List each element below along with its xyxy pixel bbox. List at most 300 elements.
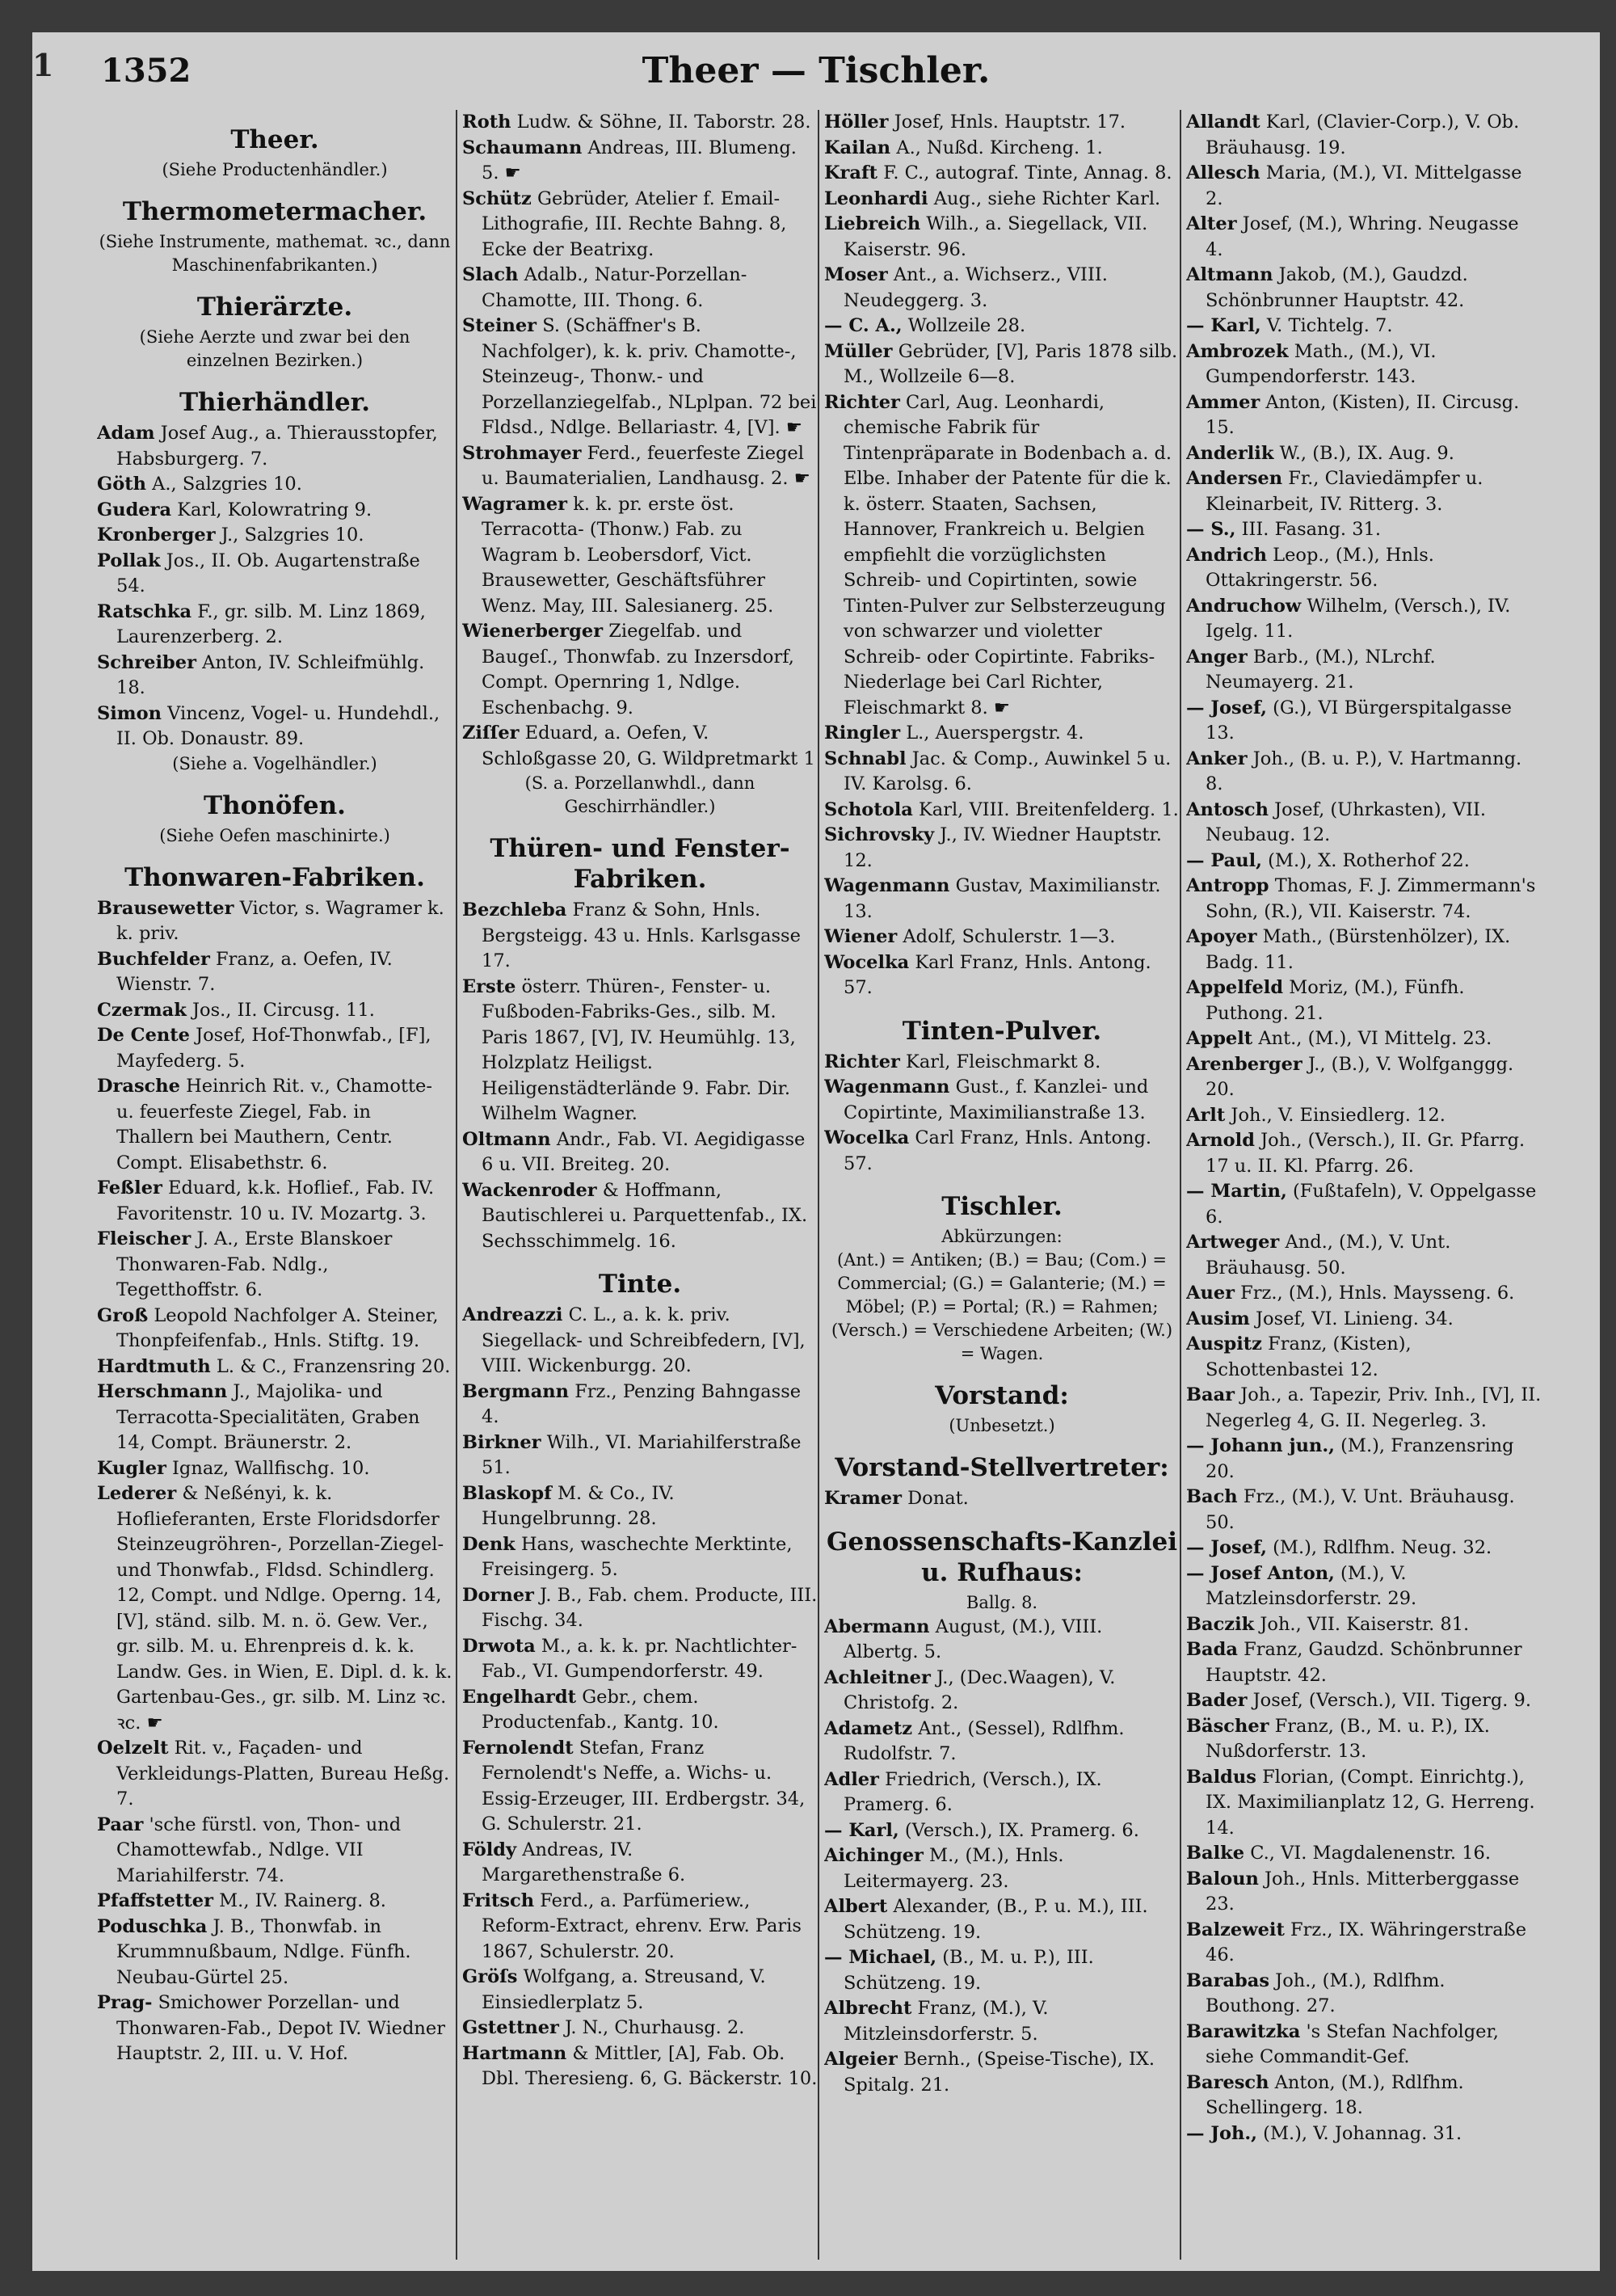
entry-details: J., Salzgries 10.: [221, 524, 364, 546]
entry-details: Josef, VI. Linieng. 34.: [1256, 1308, 1454, 1329]
directory-entry: [462, 1634, 818, 1685]
directory-entry: [97, 1736, 452, 1813]
directory-entry: [97, 1023, 452, 1074]
entry-details: Franz & Sohn, Hnls. Bergsteigg. 43 u. Hnls. Karlsgasse 17.: [482, 899, 801, 971]
directory-entry: [1186, 1867, 1542, 1918]
entry-details: Frz., IX. Währingerstraße 46.: [1206, 1919, 1527, 1965]
directory-entry: [824, 1843, 1180, 1894]
directory-entry: [1186, 1103, 1542, 1129]
entry-name: Kronberger: [97, 524, 216, 546]
directory-entry: [462, 1838, 818, 1889]
directory-entry: [462, 2041, 818, 2092]
directory-entry: [462, 1178, 818, 1255]
entry-name: — Paul,: [1186, 849, 1262, 871]
entry-details: Ant., (M.), VI Mittelg. 23.: [1258, 1028, 1492, 1049]
entry-details: And., (M.), V. Unt. Bräuhausg. 50.: [1206, 1232, 1451, 1279]
entry-details: österr. Thüren-, Fenster- u. Fußboden-Fabriks-Ges., silb. M. Paris 1867, [V], IV. Heumühlg. 13, Holzplatz Heiligst. Heiligenstädterlände 9. Fabr. Dir. Wilhelm Wagner.: [482, 975, 796, 1124]
directory-entry: [97, 1227, 452, 1304]
directory-entry: [1186, 798, 1542, 849]
directory-entry: [462, 1583, 818, 1634]
directory-entry: [824, 1486, 1180, 1512]
entry-details: Florian, (Compt. Einrichtg.), IX. Maximilianplatz 12, G. Herreng. 14.: [1206, 1766, 1535, 1839]
entry-name: Baloun: [1186, 1868, 1259, 1889]
directory-entry: [1186, 1383, 1542, 1434]
entry-name: Wagenmann: [824, 875, 950, 896]
directory-entry: [1186, 1688, 1542, 1714]
directory-entry: [462, 1965, 818, 2016]
entry-details: Franz, (Kisten), Schottenbastei 12.: [1206, 1333, 1412, 1380]
entry-details: Jos., II. Ob. Augartenstraße 54.: [116, 550, 420, 596]
entry-name: Barabas: [1186, 1970, 1270, 1991]
directory-entry: [824, 136, 1180, 162]
entry-name: Antropp: [1186, 875, 1269, 896]
directory-entry: [1186, 925, 1542, 975]
entry-details: Anton, IV. Schleifmühlg. 18.: [116, 651, 425, 698]
directory-entry: [1186, 1332, 1542, 1383]
entry-name: — Michael,: [824, 1947, 937, 1968]
entry-name: Simon: [97, 702, 162, 724]
entry-name: Erste: [462, 975, 516, 997]
entry-details: L. & C., Franzensring 20.: [216, 1355, 451, 1377]
entry-name: Wagramer: [462, 493, 568, 515]
directory-entry: [462, 1127, 818, 1178]
entry-name: De Cente: [97, 1025, 190, 1046]
entry-details: Ant., (Sessel), Rdlfhm. Rudolfstr. 7.: [844, 1717, 1125, 1764]
entry-name: Buchfelder: [97, 948, 210, 970]
directory-entry: [1186, 849, 1542, 874]
entry-details: August, (M.), VIII. Albertg. 5.: [844, 1616, 1103, 1662]
entry-details: A., Nußd. Kircheng. 1.: [896, 137, 1103, 158]
entry-name: Kramer: [824, 1488, 902, 1509]
entry-details: Gust., f. Kanzlei- und Copirtinte, Maximilianstraße 13.: [844, 1076, 1149, 1123]
entry-details: Joh., (B. u. P.), V. Hartmanng. 8.: [1206, 748, 1522, 794]
entry-name: Gröſs: [462, 1966, 518, 1987]
entry-name: Oelzelt: [97, 1738, 169, 1759]
entry-name: Albrecht: [824, 1998, 912, 2019]
entry-name: Ambrozek: [1186, 340, 1289, 362]
entry-details: III. Fasang. 31.: [1241, 519, 1382, 540]
entry-details: Carl, Aug. Leonhardi, chemische Fabrik für Tintenpräparate in Bodenbach a. d. Elbe. Inhaber der Patente für die k. k. österr. Staaten, Sachsen, Hannover, Frankreich u. Belgien empfiehlt die vorzüglichsten Schreib- und Copirtinten, sowie Tinten-Pulver zur Selbsterzeugung von schwarzer und violetter Schreib- oder Copirtinte. Fabriks-Niederlage bei Carl Richter, Fleischmarkt 8. ☛: [844, 391, 1172, 718]
entry-name: Kraft: [824, 162, 878, 183]
directory-entry: [462, 1685, 818, 1736]
directory-entry: [1186, 2121, 1542, 2147]
entry-name: — Karl,: [824, 1819, 899, 1841]
directory-entry: [1186, 975, 1542, 1026]
entry-details: S. (Schäffner's B. Nachfolger), k. k. priv. Chamotte-, Steinzeug-, Thonw.- und Porzellanziegelfab., NLplpan. 72 bei Fldsd., Ndlge. Bellariastr. 4, [V]. ☛: [482, 315, 817, 438]
directory-entry: [1186, 1969, 1542, 2020]
entry-name: Czermak: [97, 999, 187, 1021]
directory-entry: [462, 1532, 818, 1583]
entry-name: Appelfeld: [1186, 977, 1284, 998]
directory-entry: [462, 314, 818, 441]
section-heading: Theer.: [230, 125, 319, 154]
section-heading: Tischler.: [941, 1192, 1063, 1221]
entry-name: Aichinger: [824, 1845, 924, 1866]
entry-details: Moriz, (M.), Fünfh. Puthong. 21.: [1206, 977, 1465, 1024]
entry-details: Franz, (M.), V. Mitzleinsdorferstr. 5.: [844, 1998, 1049, 2045]
directory-entry: [824, 925, 1180, 950]
entry-details: (M.), Rdlfhm. Neug. 32.: [1273, 1537, 1492, 1558]
entry-details: Gebrüder, [V], Paris 1878 silb. M., Wollzeile 6—8.: [844, 340, 1178, 387]
section-note: (Siehe Instrumente, mathemat. ꝛc., dann Maschinenfabrikanten.): [99, 232, 451, 275]
entry-details: J., (B.), V. Wolfganggg. 20.: [1206, 1053, 1514, 1100]
directory-entry: [97, 1380, 452, 1456]
entry-details: Bernh., (Speise-Tische), IX. Spitalg. 21.: [844, 2049, 1155, 2096]
entry-name: Feßler: [97, 1177, 162, 1199]
entry-name: Schütz: [462, 187, 532, 209]
entry-details: M., a. k. k. pr. Nachtlichter-Fab., VI. Gumpendorferstr. 49.: [482, 1635, 797, 1682]
directory-entry: [1186, 2020, 1542, 2071]
entry-details: Josef, Hof-Thonwfab., [F], Mayfederg. 5.: [116, 1025, 431, 1072]
entry-details: Carl Franz, Hnls. Antong. 57.: [844, 1127, 1152, 1174]
entry-name: Bäscher: [1186, 1715, 1269, 1737]
entry-name: Müller: [824, 340, 893, 362]
entry-details: Josef, Hnls. Hauptstr. 17.: [894, 112, 1126, 133]
entry-details: J. A., Erste Blanskoer Thonwaren-Fab. Ndlg., Tegetthoffstr. 6.: [116, 1228, 393, 1300]
entry-name: — Josef,: [1186, 1537, 1267, 1558]
entry-name: Schreiber: [97, 651, 196, 673]
directory-entry: [1186, 1765, 1542, 1842]
entry-details: Friedrich, (Versch.), IX. Pramerg. 6.: [844, 1768, 1102, 1815]
entry-name: Fritsch: [462, 1889, 535, 1911]
entry-name: Drwota: [462, 1635, 536, 1657]
entry-name: Ringler: [824, 723, 901, 744]
entry-details: Fr., Claviedämpfer u. Kleinarbeit, IV. Ritterg. 3.: [1206, 468, 1483, 515]
directory-entry: [97, 1481, 452, 1736]
directory-entry: [1186, 747, 1542, 798]
directory-entry: [824, 1050, 1180, 1076]
entry-details: 's Stefan Nachfolger, siehe Commandit-Gef.: [1206, 2020, 1499, 2067]
directory-entry: [824, 747, 1180, 798]
directory-entry: [1186, 390, 1542, 441]
entry-details: J. N., Churhausg. 2.: [565, 2017, 745, 2038]
entry-name: Groß: [97, 1304, 149, 1326]
directory-entry: [1186, 1052, 1542, 1103]
section-note: (Siehe Oefen maschinirte.): [159, 825, 390, 845]
entry-name: — S.,: [1186, 519, 1236, 540]
entry-name: Höller: [824, 112, 889, 133]
directory-entry: [1186, 339, 1542, 390]
entry-name: Roth: [462, 112, 511, 133]
entry-name: Andruchow: [1186, 595, 1302, 617]
entry-details: Franz, (B., M. u. P.), IX. Nußdorferstr. 13.: [1206, 1715, 1490, 1762]
entry-details: Karl, Fleischmarkt 8.: [906, 1051, 1101, 1072]
directory-entry: [1186, 314, 1542, 339]
page-header: [32, 32, 1600, 97]
directory-entry: [1186, 110, 1542, 161]
entry-details: J. B., Fab. chem. Producte, III. Fischg. 34.: [482, 1584, 818, 1631]
entry-details: & Mittler, [A], Fab. Ob. Dbl. Theresieng. 6, G. Bäckerstr. 10.: [482, 2042, 818, 2089]
entry-name: Hardtmuth: [97, 1355, 211, 1377]
section-note: Abkürzungen:: [941, 1227, 1063, 1246]
entry-details: Josef, (Uhrkasten), VII. Neubaug. 12.: [1206, 798, 1487, 845]
entry-name: Birkner: [462, 1431, 541, 1453]
entry-name: Fleischer: [97, 1228, 191, 1249]
entry-name: Prag-: [97, 1992, 153, 2013]
directory-entry: [824, 161, 1180, 187]
directory-entry: [97, 1991, 452, 2067]
directory-entry: [1186, 212, 1542, 263]
entry-details: 'sche fürstl. von, Thon- und Chamottewfab., Ndlge. VII Mariahilferstr. 74.: [116, 1814, 402, 1886]
directory-entry: [824, 1818, 1180, 1844]
entry-details: Gebrüder, Atelier f. Email-Lithografie, III. Rechte Bahng. 8, Ecke der Beatrixg.: [482, 187, 787, 260]
directory-entry: [1186, 1918, 1542, 1969]
section-note: (Siehe Productenhändler.): [162, 160, 388, 179]
entry-details: Vincenz, Vogel- u. Hundehdl., II. Ob. Donaustr. 89.: [116, 702, 440, 749]
directory-entry: [97, 421, 452, 472]
directory-entry: [1186, 1536, 1542, 1561]
entry-details: Leop., (M.), Hnls. Ottakringerstr. 56.: [1206, 544, 1434, 591]
directory-entry: [824, 263, 1180, 314]
directory-entry: [462, 1380, 818, 1430]
entry-details: Adolf, Schulerstr. 1—3.: [903, 926, 1116, 947]
entry-name: — Johann jun.,: [1186, 1435, 1335, 1456]
entry-name: Moser: [824, 264, 888, 285]
entry-name: Steiner: [462, 315, 537, 336]
entry-name: Alter: [1186, 213, 1237, 234]
entry-details: (M.), V. Matzleinsdorferstr. 29.: [1206, 1562, 1417, 1609]
directory-entry: [462, 975, 818, 1127]
entry-details: A., Salzgries 10.: [152, 474, 302, 495]
entry-details: Wilh., a. Siegellack, VII. Kaiserstr. 96.: [844, 213, 1148, 260]
entry-details: Andreas, IV. Margarethenstraße 6.: [482, 1839, 686, 1885]
directory-entry: [462, 898, 818, 975]
directory-entry: [462, 187, 818, 263]
entry-name: Adametz: [824, 1717, 913, 1739]
column-divider: [818, 110, 819, 2260]
directory-entry: [97, 1456, 452, 1482]
entry-details: F., gr. silb. M. Linz 1869, Laurenzerberg. 2.: [116, 600, 426, 647]
directory-entry: [1186, 1179, 1542, 1230]
entry-name: Andreazzi: [462, 1304, 563, 1325]
directory-entry: [462, 1430, 818, 1481]
entry-name: Andersen: [1186, 468, 1283, 489]
directory-entry: [97, 651, 452, 701]
entry-details: Eduard, a. Oefen, V. Schloßgasse 20, G. Wildpretmarkt 1: [482, 723, 815, 769]
directory-entry: [824, 110, 1180, 136]
entry-name: Auspitz: [1186, 1333, 1262, 1354]
directory-entry: [824, 339, 1180, 390]
entry-details: Maria, (M.), VI. Mittelgasse 2.: [1206, 162, 1522, 209]
entry-details: Alexander, (B., P. u. M.), III. Schützeng. 19.: [844, 1896, 1148, 1943]
entry-name: Anger: [1186, 646, 1248, 668]
directory-entry: [462, 263, 818, 314]
entry-details: M., (M.), Hnls. Leitermayerg. 23.: [844, 1845, 1064, 1892]
entry-name: Anderlik: [1186, 442, 1274, 464]
entry-name: Wocelka: [824, 951, 910, 973]
directory-entry: [1186, 466, 1542, 517]
directory-entry: [97, 1304, 452, 1354]
entry-name: Adler: [824, 1768, 879, 1790]
entry-name: Dorner: [462, 1584, 534, 1606]
directory-entry: [462, 619, 818, 721]
directory-entry: [824, 874, 1180, 925]
directory-entry: [97, 1074, 452, 1176]
section-heading: Thierhändler.: [179, 388, 371, 417]
directory-entry: [462, 1889, 818, 1965]
entry-name: Schotola: [824, 798, 913, 820]
page-edge-mark: 1: [32, 47, 54, 83]
entry-details: Franz, Gaudzd. Schönbrunner Hauptstr. 42.: [1206, 1639, 1522, 1686]
entry-details: Josef, (Versch.), VII. Tigerg. 9.: [1252, 1690, 1532, 1711]
entry-name: Hartmann: [462, 2042, 567, 2064]
entry-details: Frz., (M.), V. Unt. Bräuhausg. 50.: [1206, 1486, 1515, 1533]
directory-entry: [824, 2047, 1180, 2098]
entry-details: Joh., a. Tapezir, Priv. Inh., [V], II. Negerleg 4, G. II. Negerleg. 3.: [1206, 1384, 1542, 1431]
directory-entry: [462, 492, 818, 620]
entry-name: Achleitner: [824, 1666, 931, 1688]
entry-details: C. L., a. k. k. priv. Siegellack- und Schreibfedern, [V], VIII. Wickenburgg. 20.: [482, 1304, 806, 1376]
directory-entry: [97, 472, 452, 498]
directory-entry: [1186, 2071, 1542, 2121]
entry-name: Engelhardt: [462, 1686, 577, 1708]
directory-entry: [97, 1915, 452, 1991]
entry-name: Anker: [1186, 748, 1248, 769]
entry-name: Pfaffstetter: [97, 1890, 213, 1911]
column-2: [462, 110, 818, 2260]
entry-name: Appelt: [1186, 1028, 1253, 1049]
directory-entry: [462, 1481, 818, 1532]
directory-entry: [1186, 1637, 1542, 1688]
entry-name: Auer: [1186, 1283, 1235, 1304]
directory-entry: [97, 1176, 452, 1227]
entry-details: W., (B.), IX. Aug. 9.: [1279, 442, 1454, 464]
column-divider: [1180, 110, 1181, 2260]
entry-name: Bach: [1186, 1486, 1238, 1507]
entry-details: Math., (M.), VI. Gumpendorferstr. 143.: [1206, 340, 1437, 387]
entry-name: Földy: [462, 1839, 517, 1860]
directory-entry: [824, 1767, 1180, 1818]
entry-name: Herschmann: [97, 1381, 228, 1402]
entry-details: Anton, (Kisten), II. Circusg. 15.: [1206, 391, 1520, 438]
section-heading: Genossenschafts-Kanzlei u. Rufhaus:: [827, 1527, 1177, 1587]
entry-details: Karl, VIII. Breitenfelderg. 1.: [919, 798, 1179, 820]
entry-details: Franz, a. Oefen, IV. Wienstr. 7.: [116, 948, 393, 995]
directory-entry: [1186, 645, 1542, 696]
entry-name: Altmann: [1186, 264, 1273, 285]
entry-name: Artweger: [1186, 1232, 1280, 1253]
directory-entry: [1186, 1307, 1542, 1333]
directory-entry: [824, 1075, 1180, 1126]
entry-details: Hans, waschechte Merktinte, Freisingerg. 5.: [482, 1533, 793, 1580]
directory-entry: [1186, 543, 1542, 594]
directory-entry: [1186, 874, 1542, 925]
entry-details: Heinrich Rit. v., Chamotte- u. feuerfeste Ziegel, Fab. in Thallern bei Mauthern, Centr. Compt. Elisabethstr. 6.: [116, 1076, 432, 1173]
entry-details: M., IV. Rainerg. 8.: [219, 1890, 386, 1911]
section-note: (Siehe a. Vogelhändler.): [172, 753, 377, 773]
directory-entry: [462, 110, 818, 136]
entry-name: Paar: [97, 1814, 144, 1835]
entry-name: Schaumann: [462, 137, 583, 158]
entry-details: Joh., VII. Kaiserstr. 81.: [1260, 1613, 1470, 1635]
entry-name: Fernolendt: [462, 1737, 574, 1759]
entry-details: Smichower Porzellan- und Thonwaren-Fab., Depot IV. Wiedner Hauptstr. 2, III. u. V. Hof.: [116, 1992, 445, 2064]
entry-name: Wackenroder: [462, 1179, 597, 1201]
directory-entry: [1186, 1714, 1542, 1765]
entry-name: Strohmayer: [462, 442, 582, 464]
directory-entry: [824, 823, 1180, 874]
entry-details: C., VI. Magdalenenstr. 16.: [1250, 1843, 1491, 1864]
entry-details: k. k. pr. erste öst. Terracotta- (Thonw.) Fab. zu Wagram b. Leobersdorf, Vict. Brausewetter, Geschäftsführer Wenz. May, III. Salesianerg. 25.: [482, 493, 774, 617]
entry-name: Arlt: [1186, 1104, 1226, 1126]
entry-name: Baresch: [1186, 2071, 1269, 2093]
directory-entry: [97, 1889, 452, 1915]
entry-name: — Josef,: [1186, 697, 1267, 718]
entry-name: Sichrovsky: [824, 824, 935, 845]
entry-details: (Versch.), IX. Pramerg. 6.: [904, 1819, 1139, 1841]
section-heading: Thierärzte.: [196, 293, 353, 322]
entry-details: Josef, (M.), Whring. Neugasse 4.: [1206, 213, 1519, 260]
entry-name: — Martin,: [1186, 1181, 1287, 1202]
entry-details: V. Tichtelg. 7.: [1266, 315, 1393, 336]
section-note: (S. a. Porzellanwhdl., dann Geschirrhändler.): [524, 773, 755, 816]
section-heading: Thermometermacher.: [122, 197, 427, 226]
entry-details: Anton, (M.), Rdlfhm. Schellingerg. 18.: [1206, 2071, 1464, 2118]
entry-details: L., Auerspergstr. 4.: [906, 723, 1084, 744]
entry-name: Barawitzka: [1186, 2020, 1301, 2042]
entry-name: Slach: [462, 264, 519, 285]
entry-details: Joh., Hnls. Mitterberggasse 23.: [1206, 1868, 1520, 1915]
directory-entry: [1186, 1841, 1542, 1867]
section-heading: Tinten-Pulver.: [902, 1016, 1102, 1046]
directory-entry: [462, 1736, 818, 1838]
entry-name: Ammer: [1186, 391, 1260, 413]
entry-details: J., (Dec.Waagen), V. Christofg. 2.: [844, 1666, 1116, 1713]
entry-details: & Neßényi, k. k. Hoflieferanten, Erste Floridsdorfer Steinzeugröhren-, Porzellan-Ziegel- und Thonwfab., Fldsd. Schindlerg. 12, Compt. und Ndlge. Operng. 14, [V], ständ. silb. M. n. ö. Gew. Ver., gr. silb. M. u. Ehrenpreis d. k. k. Landw. Ges. in Wien, E. Dipl. d. k. k. Gartenbau-Ges., gr. silb. M. Linz ꝛc. ꝛc. ☛: [116, 1483, 452, 1734]
section-heading: Vorstand-Stellvertreter:: [835, 1453, 1169, 1482]
entry-details: J. B., Thonwfab. in Krummnußbaum, Ndlge. Fünfh. Neubau-Gürtel 25.: [116, 1915, 411, 1988]
entry-details: Josef Aug., a. Thierausstopfer, Habsburgerg. 7.: [116, 423, 438, 470]
entry-name: Antosch: [1186, 798, 1269, 820]
directory-entry: [824, 1945, 1180, 1996]
directory-entry: [97, 523, 452, 549]
directory-entry: [824, 212, 1180, 263]
entry-name: Wienerberger: [462, 621, 604, 642]
directory-entry: [1186, 1561, 1542, 1612]
entry-name: Bada: [1186, 1639, 1238, 1660]
column-3: [824, 110, 1180, 2260]
entry-name: Abermann: [824, 1616, 930, 1637]
entry-name: Lederer: [97, 1483, 177, 1504]
section-heading: Thonöfen.: [204, 790, 346, 820]
entry-name: Algeier: [824, 2049, 898, 2070]
entry-name: Baldus: [1186, 1766, 1256, 1788]
entry-name: Bergmann: [462, 1380, 570, 1402]
entry-details: Karl, Kolowratring 9.: [177, 499, 372, 520]
directory-entry: [97, 701, 452, 752]
entry-details: Math., (Bürstenhölzer), IX. Badg. 11.: [1206, 926, 1511, 973]
directory-entry: [824, 950, 1180, 1001]
directory-entry: [1186, 263, 1542, 314]
directory-entry: [824, 390, 1180, 722]
directory-entry: [824, 1996, 1180, 2047]
directory-entry: [1186, 1612, 1542, 1638]
entry-details: (M.), X. Rotherhof 22.: [1268, 849, 1470, 871]
section-heading: Tinte.: [598, 1270, 682, 1299]
entry-name: Pollak: [97, 550, 161, 571]
entry-details: M. & Co., IV. Hungelbrunng. 28.: [482, 1482, 675, 1529]
directory-entry: [1186, 594, 1542, 645]
section-note: (Ant.) = Antiken; (B.) = Bau; (Com.) = Commercial; (G.) = Galanterie; (M.) = Möbel; (P.) = Portal; (R.) = Rahmen; (Versch.) = Verschiedene Arbeiten; (W.) = Wagen.: [831, 1250, 1173, 1363]
entry-details: F. C., autograf. Tinte, Annag. 8.: [883, 162, 1172, 183]
entry-name: Göth: [97, 474, 146, 495]
entry-details: J., Majolika- und Terracotta-Specialitäten, Graben 14, Compt. Bräunerstr. 2.: [116, 1381, 420, 1453]
entry-details: Jakob, (M.), Gaudzd. Schönbrunner Hauptstr. 42.: [1206, 264, 1468, 311]
entry-name: — C. A.,: [824, 315, 903, 336]
entry-name: Gudera: [97, 499, 172, 520]
entry-details: Eduard, k.k. Hoflief., Fab. IV. Favoritenstr. 10 u. IV. Mozartg. 3.: [116, 1177, 435, 1224]
entry-details: Jac. & Comp., Auwinkel 5 u. IV. Karolsg. 6.: [844, 748, 1172, 794]
